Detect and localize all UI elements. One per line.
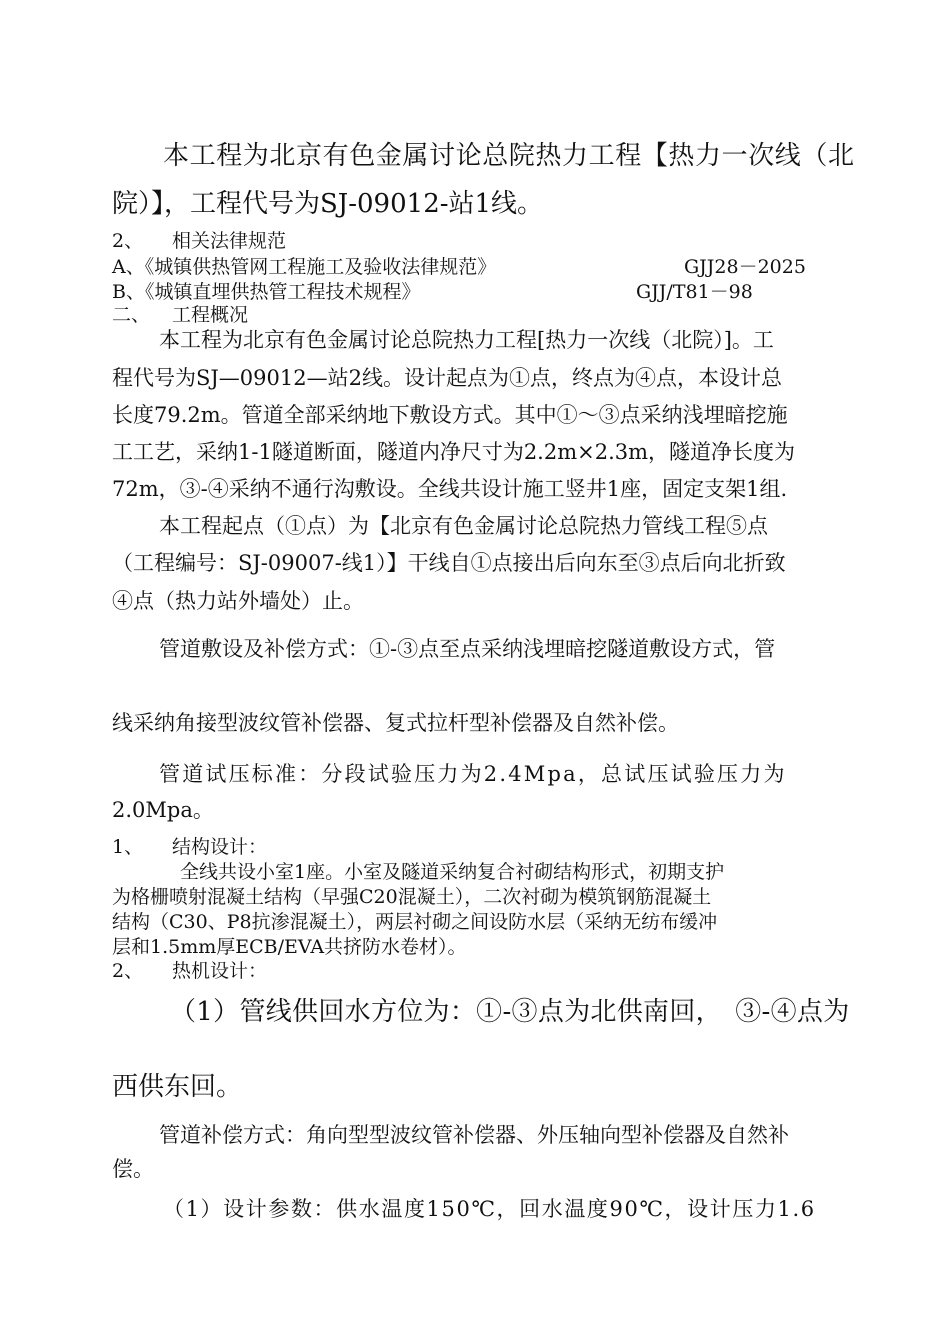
overview-p4-line-1: 管道试压标准：分段试验压力为2.4Mpa，总试压试验压力为 (159, 762, 787, 786)
thermal-heading-number: 2、 (112, 960, 144, 982)
overview-p3-line-1: 管道敷设及补偿方式：①-③点至点采纳浅埋暗挖隧道敷设方式，管 (159, 637, 776, 661)
intro-line-2: 院）】，工程代号为SJ-09012-站1线。 (112, 189, 544, 219)
law-item-a: A、《城镇供热管网工程施工及验收法律规范》 (112, 256, 497, 278)
overview-p1-line-1: 本工程为北京有色金属讨论总院热力工程[热力一次线（北院）]。工 (159, 328, 774, 352)
overview-p1-line-4: 工工艺，采纳1-1隧道断面，隧道内净尺寸为2.2m×2.3m，隧道净长度为 (112, 440, 796, 464)
overview-p1-line-2: 程代号为SJ—09012—站2线。设计起点为①点，终点为④点，本设计总 (112, 366, 782, 390)
thermal-compensation-line-1: 管道补偿方式：角向型型波纹管补偿器、外压轴向型补偿器及自然补 (159, 1123, 789, 1147)
laws-heading: 相关法律规范 (172, 230, 287, 252)
thermal-supply-line-1: （1）管线供回水方位为：①-③点为北供南回， ③-④点为 (170, 997, 850, 1027)
law-item-b-code: GJJ/T81－98 (636, 281, 753, 303)
laws-heading-number: 2、 (112, 230, 144, 252)
structure-heading: 结构设计： (172, 836, 268, 858)
law-item-b: B、《城镇直埋供热管工程技术规程》 (112, 281, 421, 303)
structure-line-3: 结构（C30、P8抗渗混凝土），两层衬砌之间设防水层（采纳无纺布缓冲 (112, 911, 718, 933)
overview-p1-line-5: 72m，③-④采纳不通行沟敷设。全线共设计施工竖井1座，固定支架1组. (112, 477, 788, 501)
structure-line-1: 全线共设小室1座。小室及隧道采纳复合衬砌结构形式，初期支护 (180, 861, 725, 883)
overview-p2-line-2: （工程编号：SJ-09007-线1）】干线自①点接出后向东至③点后向北折致 (112, 551, 786, 575)
thermal-heading: 热机设计： (172, 960, 268, 982)
overview-heading-number: 二、 (112, 304, 151, 326)
thermal-compensation-line-2: 偿。 (112, 1157, 154, 1181)
structure-line-4: 层和1.5mm厚ECB/EVA共挤防水卷材）。 (112, 936, 467, 958)
structure-heading-number: 1、 (112, 836, 144, 858)
law-item-a-code: GJJ28－2025 (684, 256, 806, 278)
overview-p2-line-1: 本工程起点（①点）为【北京有色金属讨论总院热力管线工程⑤点 (159, 514, 768, 538)
thermal-params-line: （1）设计参数：供水温度150℃，回水温度90℃，设计压力1.6 (163, 1197, 816, 1221)
structure-line-2: 为格栅喷射混凝土结构（早强C20混凝土），二次衬砌为模筑钢筋混凝土 (112, 886, 712, 908)
overview-heading: 工程概况 (172, 304, 249, 326)
overview-p1-line-3: 长度79.2m。管道全部采纳地下敷设方式。其中①～③点采纳浅埋暗挖施 (112, 403, 788, 427)
overview-p4-line-2: 2.0Mpa。 (112, 798, 214, 822)
overview-p2-line-3: ④点（热力站外墙处）止。 (112, 589, 364, 613)
intro-line-1: 本工程为北京有色金属讨论总院热力工程【热力一次线（北 (163, 141, 855, 171)
overview-p3-line-2: 线采纳角接型波纹管补偿器、复式拉杆型补偿器及自然补偿。 (112, 711, 679, 735)
thermal-supply-line-2: 西供东回。 (112, 1072, 243, 1102)
